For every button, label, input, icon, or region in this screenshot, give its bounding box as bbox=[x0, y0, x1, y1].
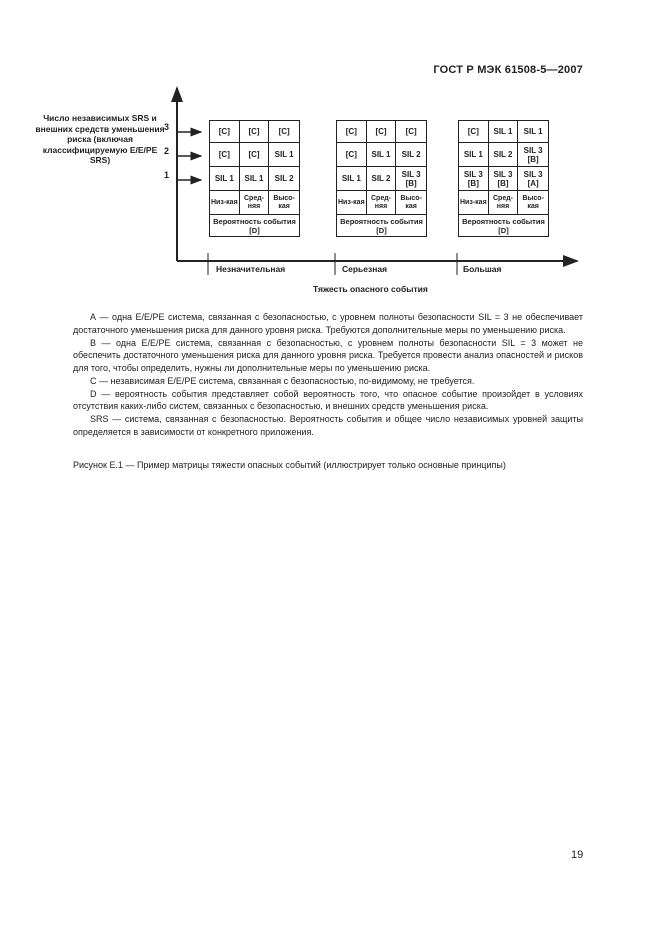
risk-matrix-major bbox=[458, 120, 549, 237]
frequency-high: Высо-кая bbox=[269, 191, 299, 215]
severity-minor: Незначительная bbox=[216, 264, 286, 274]
matrix-cell: [C] bbox=[240, 143, 270, 167]
frequency-high: Высо-кая bbox=[518, 191, 548, 215]
matrix-cell: SIL 1 bbox=[210, 167, 240, 191]
risk-matrix-figure bbox=[0, 0, 661, 300]
matrix-cell: [C] bbox=[210, 143, 240, 167]
matrix-cell: [C] bbox=[337, 143, 367, 167]
note-a: А — одна E/E/PE система, связанная с безопасностью, с уровнем полноты безопасности SIL = 3 не обеспечивает достаточного уменьшения риска для данного уровня риска. Требуются дополнительные меры по уменьшению риска. bbox=[73, 312, 583, 335]
matrix-cell: SIL 2 bbox=[367, 167, 397, 191]
matrix-cell: [C] bbox=[210, 121, 240, 143]
matrix-cell: SIL 3 [A] bbox=[518, 167, 548, 191]
frequency-high: Высо-кая bbox=[396, 191, 426, 215]
matrix-cell: SIL 1 bbox=[489, 121, 519, 143]
matrix-cell: [C] bbox=[396, 121, 426, 143]
matrix-cell: [C] bbox=[337, 121, 367, 143]
level-label-2: 2 bbox=[164, 146, 170, 156]
matrix-cell: SIL 3 [B] bbox=[459, 167, 489, 191]
matrix-cell: [C] bbox=[367, 121, 397, 143]
matrix-cell: SIL 1 bbox=[367, 143, 397, 167]
figure-caption: Рисунок E.1 — Пример матрицы тяжести опасных событий (иллюстрирует только основные принципы) bbox=[73, 460, 506, 470]
note-b: В — одна E/E/PE система, связанная с безопасностью, с уровнем полноты безопасности SIL = 3 может не обеспечить достаточного уменьшения риска для данного уровня риска. Требуется провести анализ опасностей и рисков для того, чтобы определить, нужны ли дополнительные меры по уменьшению риска. bbox=[73, 337, 583, 373]
frequency-low: Низ-кая bbox=[337, 191, 367, 215]
probability-label: Вероятность события [D] bbox=[340, 216, 423, 235]
matrix-cell: SIL 1 bbox=[337, 167, 367, 191]
severity-serious: Серьезная bbox=[342, 264, 388, 274]
level-label-1: 1 bbox=[164, 170, 170, 180]
risk-matrix-minor bbox=[209, 120, 300, 237]
matrix-cell: SIL 3 [B] bbox=[489, 167, 519, 191]
figure-notes bbox=[73, 311, 583, 439]
note-d: D — вероятность события представляет собой вероятность того, что опасное событие произойдет в условиях отсутствия каких-либо систем, связанных с безопасностью, и внешних средств уменьшения риска. bbox=[73, 388, 583, 411]
note-srs: SRS — система, связанная с безопасностью. Вероятность события и общее число независимых уровней защиты определяется в зависимости от конкретного приложения. bbox=[73, 414, 583, 437]
matrix-cell: [C] bbox=[269, 121, 299, 143]
probability-label: Вероятность события [D] bbox=[462, 216, 545, 235]
matrix-cell: [C] bbox=[459, 121, 489, 143]
matrix-cell: [C] bbox=[240, 121, 270, 143]
page-header: ГОСТ Р МЭК 61508-5—2007 bbox=[433, 64, 583, 76]
matrix-cell: SIL 2 bbox=[396, 143, 426, 167]
matrix-cell: SIL 1 bbox=[459, 143, 489, 167]
frequency-medium: Сред-няя bbox=[367, 191, 397, 215]
frequency-low: Низ-кая bbox=[459, 191, 489, 215]
frequency-medium: Сред-няя bbox=[240, 191, 270, 215]
matrix-cell: SIL 1 bbox=[518, 121, 548, 143]
matrix-cell: SIL 1 bbox=[269, 143, 299, 167]
matrix-cell: SIL 2 bbox=[489, 143, 519, 167]
probability-label: Вероятность события [D] bbox=[213, 216, 296, 235]
risk-matrix-serious bbox=[336, 120, 427, 237]
matrix-cell: SIL 3 [B] bbox=[396, 167, 426, 191]
page-number: 19 bbox=[571, 849, 584, 861]
frequency-medium: Сред-няя bbox=[489, 191, 519, 215]
level-label-3: 3 bbox=[164, 122, 170, 132]
y-axis-label: Число независимых SRS и внешних средств уменьшения риска (включая классифицируемую E/E/PE SRS) bbox=[35, 113, 165, 165]
frequency-low: Низ-кая bbox=[210, 191, 240, 215]
x-axis-label: Тяжесть опасного события bbox=[313, 284, 428, 294]
note-c: С — независимая E/E/PE система, связанная с безопасностью, по-видимому, не требуется. bbox=[90, 375, 475, 386]
matrix-cell: SIL 2 bbox=[269, 167, 299, 191]
matrix-cell: SIL 3 [B] bbox=[518, 143, 548, 167]
severity-major: Большая bbox=[463, 264, 502, 274]
matrix-cell: SIL 1 bbox=[240, 167, 270, 191]
